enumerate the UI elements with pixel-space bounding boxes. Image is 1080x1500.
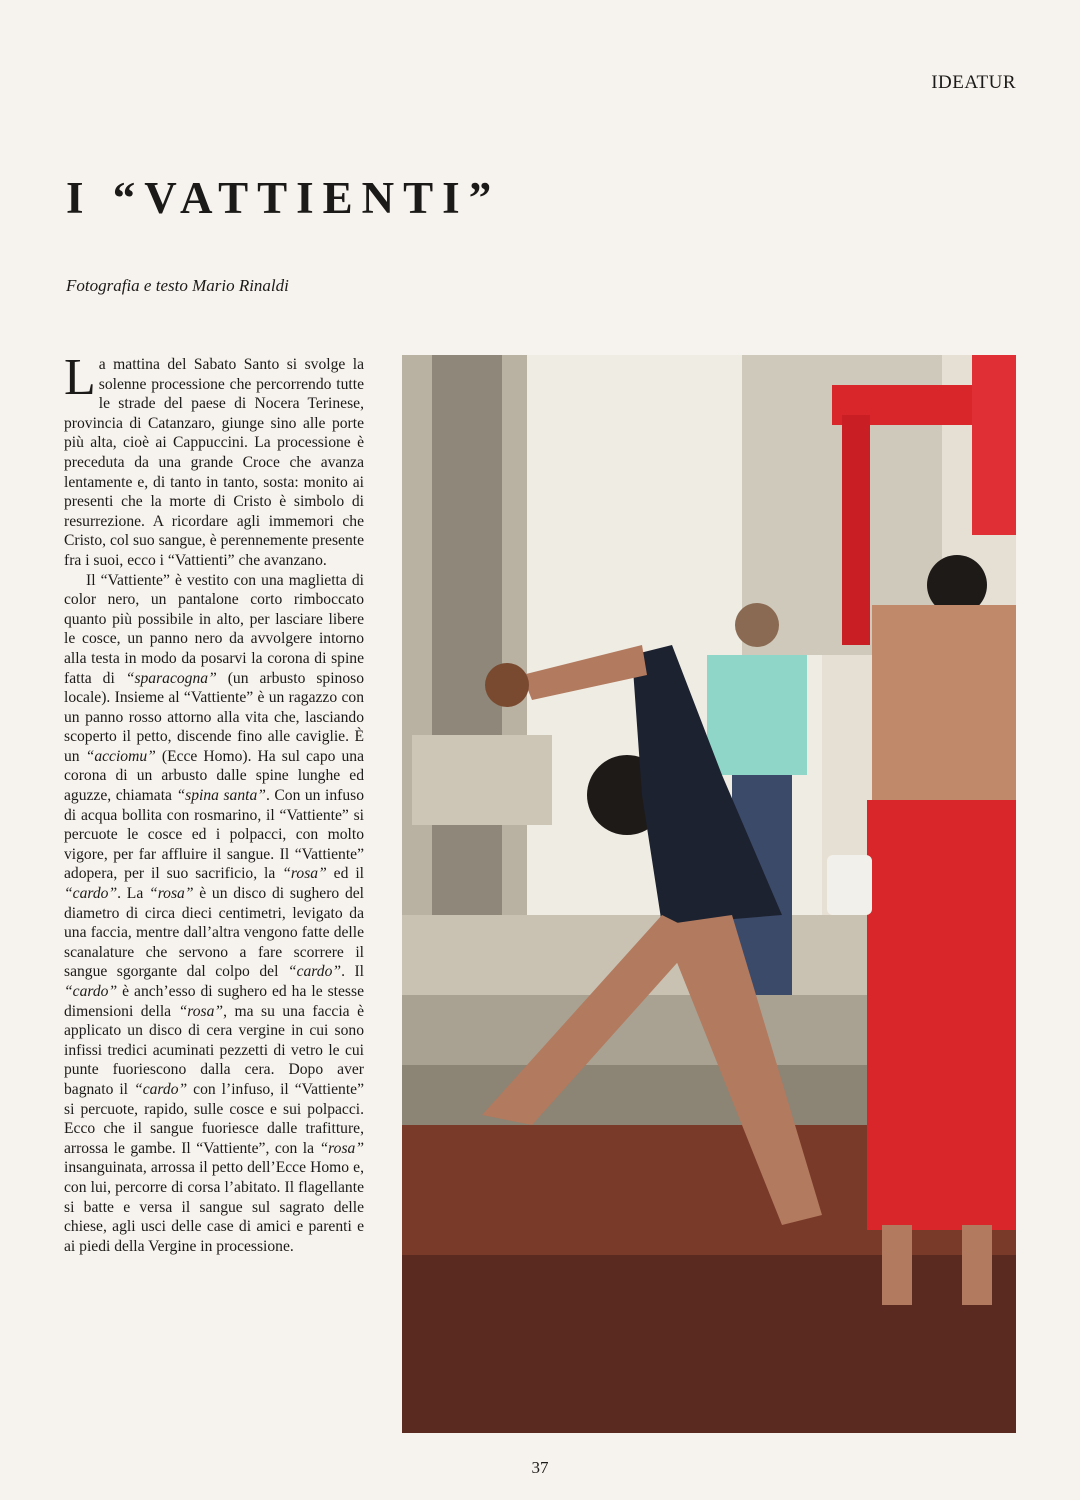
italic-term: “acciomu”: [85, 747, 156, 765]
italic-term: “rosa”: [282, 865, 327, 883]
article-title: I “VATTIENTI”: [66, 173, 501, 223]
italic-term: “sparacogna”: [125, 669, 217, 687]
ecce-homo-leg-left: [882, 1225, 912, 1305]
section-label: IDEATUR: [931, 72, 1016, 93]
italic-term: “rosa”: [178, 1002, 224, 1020]
red-cloth-left: [842, 415, 870, 645]
text-run: ed il: [326, 865, 364, 883]
page-number: 37: [531, 1458, 549, 1477]
article-byline: Fotografia e testo Mario Rinaldi: [66, 276, 289, 295]
text-run: insanguinata, arrossa il petto dell’Ecce Homo e, con lui, percorre di corsa l’abitato. Il flagellante si batte e versa il sangue sul sagrato delle chiese, agli usci delle case di amici e parenti e ai piedi della Vergine in processione.: [64, 1159, 364, 1255]
drop-cap: L: [64, 349, 96, 406]
italic-term: “spina santa”: [176, 787, 266, 805]
italic-term: “rosa”: [319, 1139, 364, 1157]
ecce-homo-leg-right: [962, 1225, 992, 1305]
text-run: (Ecce Homo). Ha sul capo una corona di un arbusto dalle spine lunghe ed aguzze, chiamata: [64, 747, 365, 805]
text-run: con l’infuso, il “Vattiente” si percuote, rapido, sulle cosce e sui polpacci. Ecco che il sangue fuoriesce dalle trafitture, arrossa le gambe. Il “Vattiente”, con la: [64, 1080, 364, 1157]
italic-term: “cardo”: [287, 963, 342, 981]
paragraph-2: [64, 571, 364, 1257]
ecce-homo-torso: [872, 605, 1016, 805]
paragraph-1: [64, 349, 364, 571]
water-jug: [827, 855, 872, 915]
text-run: . Il: [341, 963, 364, 981]
red-cloth-right: [972, 355, 1016, 535]
italic-term: “cardo”: [64, 983, 118, 1000]
cork-disc: [485, 663, 529, 707]
text-run: . Con un infuso di acqua bollita con rosmarino, il “Vattiente” si percuote le cosce ed i polpacci, con molto vigore, per far affluire il sangue. Il “Vattiente” adopera, per il suo sacrificio, la: [64, 787, 364, 883]
text-run: , ma su una faccia è applicato un disco di cera vergine in cui sono infissi tredici acuminati pezzetti di vetro le cui punte fuoriescono dalla cera. Dopo aver bagnato il: [64, 1002, 365, 1098]
text-run: (un arbusto spinoso locale). Insieme al “Vattiente” è un ragazzo con un panno rosso attorno alla vita che, lasciando scoperto il petto, discende fino alle caviglie. È un: [64, 669, 364, 765]
photo-illustration: [402, 355, 1016, 1433]
column-base: [412, 735, 552, 825]
text-run: . La: [117, 885, 150, 903]
italic-term: “rosa”: [149, 885, 194, 903]
column-shaft: [432, 355, 502, 915]
paragraph-1-text: a mattina del Sabato Santo si svolge la solenne processione che percorrendo tutte le strade del paese di Nocera Terinese, provincia di Catanzaro, giunge sino alle porte più alta, cioè ai Cappuccini. La processione è preceduta da una grande Croce che avanza lentamente e, di tanto in tanto, sosta: monito ai presenti che la morte di Cristo è simbolo di resurrezione. A ricordare agli immemori che Cristo, col suo sangue, è perennemente presente fra i suoi, ecco i “Vattienti” che avanzano.: [64, 356, 364, 569]
article-body: [64, 349, 365, 1256]
text-run: Il “Vattiente” è vestito con una maglietta di color nero, un pantalone corto rimboccato quanto più possibile in alto, per lasciare libere le cosce, un panno nero da avvolgere intorno alla testa in modo da posarvi la corona di spine fatta di: [64, 571, 364, 687]
article-photo: [402, 355, 1016, 1433]
ecce-homo-red-cloth: [867, 800, 1016, 1230]
italic-term: “cardo”: [64, 885, 118, 903]
text-run: è un disco di sughero del diametro di circa dieci centimetri, levigato da una faccia, mentre dall’altra vengono fatte delle scanalature che servono a fare scorrere il sangue sgorgante dal colpo del: [64, 885, 364, 981]
italic-term: “cardo”: [134, 1080, 188, 1098]
text-run: è anch’esso di sughero ed ha le stesse dimensioni della: [64, 983, 364, 1020]
spectator-shirt: [707, 655, 807, 775]
spectator-head: [735, 603, 779, 647]
ground-shadow: [402, 1255, 1016, 1433]
